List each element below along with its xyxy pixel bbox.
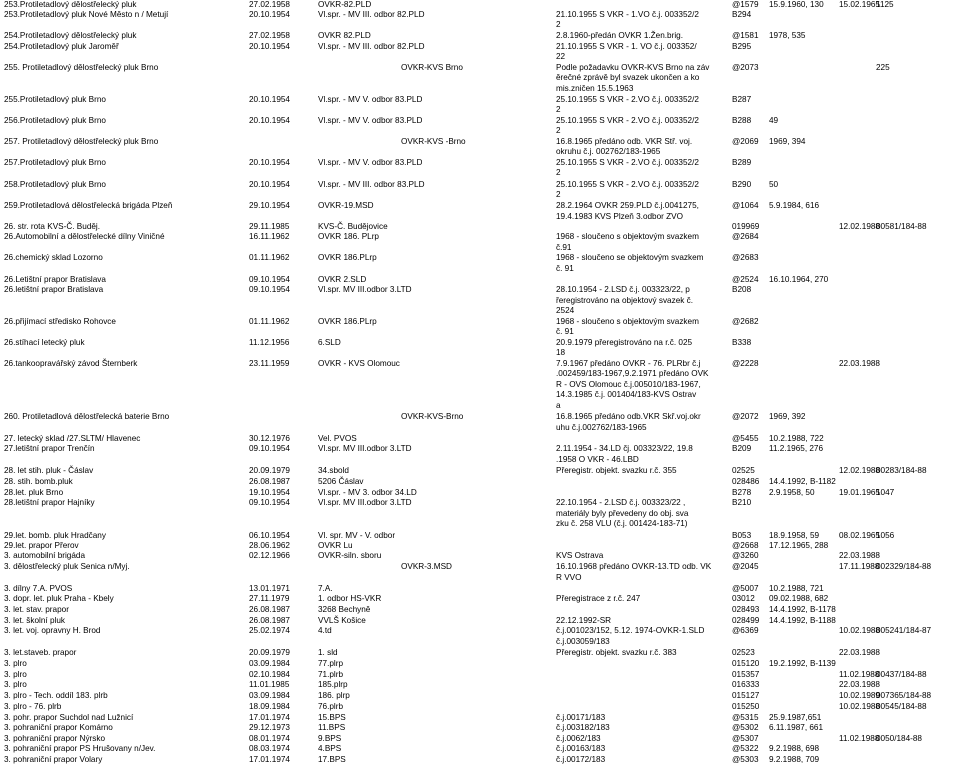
cell-origin: 6.SLD bbox=[318, 338, 341, 347]
cell-origin: 77.plrp bbox=[318, 659, 344, 668]
cell-close-date: 17.11.1988 bbox=[839, 562, 880, 571]
cell-note: č. 91 bbox=[556, 327, 574, 336]
cell-origin: OVKR 2.SLD bbox=[318, 275, 367, 284]
cell-note: 2.11.1954 - 34.LD čj. 003323/22, 19.8 bbox=[556, 444, 693, 453]
cell-file-id: B289 bbox=[732, 158, 752, 167]
cell-archive-ref: 19.2.1992, B-1139 bbox=[769, 659, 836, 668]
cell-closing-ref: 005241/184-87 bbox=[876, 626, 932, 635]
cell-file-id: @2073 bbox=[732, 63, 759, 72]
cell-unit-name: 255.Protiletadlový pluk Brno bbox=[4, 95, 106, 104]
cell-unit-name: 257.Protiletadlový pluk Brno bbox=[4, 158, 106, 167]
cell-origin: 186. plrp bbox=[318, 691, 350, 700]
cell-file-id: @2682 bbox=[732, 317, 759, 326]
cell-file-id: B278 bbox=[732, 488, 752, 497]
cell-note: č.j.00171/183 bbox=[556, 713, 606, 722]
cell-unit-name: 26. str. rota KVS-Č. Buděj. bbox=[4, 222, 101, 231]
cell-note: mis.zničen 15.5.1963 bbox=[556, 84, 634, 93]
cell-closing-ref: 00545/184-88 bbox=[876, 702, 927, 711]
cell-created-date: 29.11.1985 bbox=[249, 222, 290, 231]
cell-close-date: 15.02.1965 bbox=[839, 0, 880, 9]
cell-note: 28.2.1964 OVKR 259.PLD č.j.0041275, bbox=[556, 201, 699, 210]
cell-closing-ref: 1125 bbox=[876, 0, 894, 9]
cell-unit-name: 3. pohraniční prapor Komárno bbox=[4, 723, 113, 732]
cell-note: zku č. 258 VLU (č.j. 001424-183-71) bbox=[556, 519, 688, 528]
cell-origin: 1. odbor HS-VKR bbox=[318, 594, 382, 603]
cell-unit-name: 254.Protiletadlový dělostřelecký pluk bbox=[4, 31, 137, 40]
cell-unit-name: 28. stih. bomb.pluk bbox=[4, 477, 73, 486]
cell-file-id: @3260 bbox=[732, 551, 759, 560]
cell-created-date: 30.12.1976 bbox=[249, 434, 290, 443]
cell-file-id: @5303 bbox=[732, 755, 759, 764]
cell-file-id: B290 bbox=[732, 180, 752, 189]
cell-file-id: 016333 bbox=[732, 680, 760, 689]
cell-created-date: 13.01.1971 bbox=[249, 584, 290, 593]
cell-archive-ref: 1978, 535 bbox=[769, 31, 806, 40]
cell-origin: VVLŠ Košice bbox=[318, 616, 366, 625]
cell-note: č.j.001023/152, 5.12. 1974-OVKR-1.SLD bbox=[556, 626, 705, 635]
cell-origin: KVS-Č. Budějovice bbox=[318, 222, 388, 231]
cell-close-date: 11.02.1988 bbox=[839, 734, 880, 743]
cell-archive-ref: 1969, 392 bbox=[769, 412, 806, 421]
cell-archive-ref: 09.02.1988, 682 bbox=[769, 594, 829, 603]
cell-unit-name: 28.letištní prapor Hajníky bbox=[4, 498, 95, 507]
cell-created-date: 11.12.1956 bbox=[249, 338, 290, 347]
cell-file-id: B288 bbox=[732, 116, 752, 125]
cell-unit-name: 257. Protiletadlový dělostřelecký pluk Brno bbox=[4, 137, 159, 146]
cell-created-date: 18.09.1984 bbox=[249, 702, 290, 711]
cell-note: 2 bbox=[556, 20, 561, 29]
cell-note: 2 bbox=[556, 105, 561, 114]
cell-close-date: 10.02.1988 bbox=[839, 702, 880, 711]
cell-note: 25.10.1955 S VKR - 2.VO č.j. 003352/2 bbox=[556, 158, 699, 167]
cell-created-date: 03.09.1984 bbox=[249, 659, 290, 668]
cell-file-id: 02525 bbox=[732, 466, 755, 475]
cell-file-id: B209 bbox=[732, 444, 752, 453]
cell-archive-ref: 6.11.1987, 661 bbox=[769, 723, 824, 732]
cell-created-date: 17.01.1974 bbox=[249, 755, 290, 764]
cell-unit-name: 3. dílny 7.A. PVOS bbox=[4, 584, 73, 593]
cell-note: řeregistrováno na objektový svazek č. bbox=[556, 296, 693, 305]
cell-file-id: B295 bbox=[732, 42, 752, 51]
cell-origin: 3268 Bechyně bbox=[318, 605, 371, 614]
cell-note: a bbox=[556, 401, 561, 410]
cell-note: R - OVS Olomouc č.j.005010/183-1967, bbox=[556, 380, 701, 389]
cell-created-date: 16.11.1962 bbox=[249, 232, 290, 241]
cell-note: 16.10.1968 předáno OVKR-13.TD odb. VK bbox=[556, 562, 712, 571]
cell-closing-ref: 00283/184-88 bbox=[876, 466, 927, 475]
cell-unit-name: 3. pohr. prapor Suchdol nad Lužnicí bbox=[4, 713, 134, 722]
cell-note: 2.8.1960-předán OVKR 1.Žen.brig. bbox=[556, 31, 683, 40]
cell-note: č.j.003059/183 bbox=[556, 637, 610, 646]
cell-unit-name: 3. let.staveb. prapor bbox=[4, 648, 77, 657]
cell-origin-alt: OVKR-KVS Brno bbox=[401, 63, 463, 72]
cell-origin: Vl.spr. MV III.odbor 3.LTD bbox=[318, 285, 412, 294]
cell-note: 22.10.1954 - 2.LSD č.j. 003323/22 , bbox=[556, 498, 686, 507]
cell-note: 2 bbox=[556, 126, 561, 135]
cell-origin: Vl.spr. - MV III. odbor 83.PLD bbox=[318, 180, 425, 189]
cell-note: č.j.00163/183 bbox=[556, 744, 606, 753]
cell-origin: OVKR-82.PLD bbox=[318, 0, 372, 9]
cell-unit-name: 255. Protiletadlový dělostřelecký pluk Brno bbox=[4, 63, 159, 72]
cell-file-id: 015357 bbox=[732, 670, 760, 679]
cell-unit-name: 26.stíhací letecký pluk bbox=[4, 338, 85, 347]
cell-origin: Vl.spr. - MV 3. odbor 34.LD bbox=[318, 488, 417, 497]
cell-unit-name: 3. automobilní brigáda bbox=[4, 551, 86, 560]
cell-origin: 17.BPS bbox=[318, 755, 346, 764]
cell-created-date: 23.11.1959 bbox=[249, 359, 290, 368]
cell-origin: 11.BPS bbox=[318, 723, 346, 732]
cell-file-id: 03012 bbox=[732, 594, 755, 603]
cell-closing-ref: 0050/184-88 bbox=[876, 734, 922, 743]
cell-created-date: 01.11.1962 bbox=[249, 253, 290, 262]
cell-unit-name: 3. pohraniční prapor Nýrsko bbox=[4, 734, 106, 743]
cell-origin: OVKR 186.PLrp bbox=[318, 253, 377, 262]
cell-unit-name: 26.Automobilní a dělostřelecké dílny Viničné bbox=[4, 232, 165, 241]
cell-origin: Vl.spr. MV III.odbor 3.LTD bbox=[318, 498, 412, 507]
cell-origin: 34.sbold bbox=[318, 466, 349, 475]
cell-archive-ref: 17.12.1965, 288 bbox=[769, 541, 829, 550]
cell-file-id: @5315 bbox=[732, 713, 759, 722]
cell-file-id: @5307 bbox=[732, 734, 759, 743]
cell-file-id: 028499 bbox=[732, 616, 760, 625]
cell-archive-ref: 11.2.1965, 276 bbox=[769, 444, 824, 453]
cell-unit-name: 28.let. pluk Brno bbox=[4, 488, 64, 497]
cell-archive-ref: 18.9.1958, 59 bbox=[769, 531, 820, 540]
cell-unit-name: 3. let. voj. opravny H. Brod bbox=[4, 626, 101, 635]
cell-file-id: @1581 bbox=[732, 31, 759, 40]
cell-file-id: B287 bbox=[732, 95, 752, 104]
cell-close-date: 12.02.1988 bbox=[839, 466, 880, 475]
cell-closing-ref: 00437/184-88 bbox=[876, 670, 927, 679]
cell-file-id: 015127 bbox=[732, 691, 760, 700]
cell-file-id: @2524 bbox=[732, 275, 759, 284]
cell-archive-ref: 9.2.1988, 709 bbox=[769, 755, 820, 764]
cell-created-date: 17.01.1974 bbox=[249, 713, 290, 722]
cell-created-date: 20.10.1954 bbox=[249, 10, 290, 19]
cell-origin: 15.BPS bbox=[318, 713, 346, 722]
cell-created-date: 06.10.1954 bbox=[249, 531, 290, 540]
cell-unit-name: 27. letecký sklad /27.SLTM/ Hlavenec bbox=[4, 434, 141, 443]
cell-file-id: @5007 bbox=[732, 584, 759, 593]
cell-unit-name: 29.let. prapor Přerov bbox=[4, 541, 79, 550]
cell-closing-ref: 1056 bbox=[876, 531, 895, 540]
cell-note: 1968 - sloučeno s objektovým svazkem bbox=[556, 317, 699, 326]
cell-unit-name: 26.Letištní prapor Bratislava bbox=[4, 275, 106, 284]
cell-archive-ref: 14.4.1992, B-1188 bbox=[769, 616, 836, 625]
cell-file-id: B210 bbox=[732, 498, 752, 507]
cell-file-id: @2684 bbox=[732, 232, 759, 241]
cell-unit-name: 3. plro bbox=[4, 680, 27, 689]
cell-created-date: 20.09.1979 bbox=[249, 648, 290, 657]
cell-note: č. 91 bbox=[556, 264, 574, 273]
cell-note: .002459/183-1967,9.2.1971 předáno OVK bbox=[556, 369, 709, 378]
cell-close-date: 22.03.1988 bbox=[839, 648, 880, 657]
cell-close-date: 22.03.1988 bbox=[839, 359, 880, 368]
cell-created-date: 19.10.1954 bbox=[249, 488, 290, 497]
cell-archive-ref: 5.9.1984, 616 bbox=[769, 201, 820, 210]
cell-origin: 9.BPS bbox=[318, 734, 342, 743]
cell-closing-ref: 007365/184-88 bbox=[876, 691, 932, 700]
cell-archive-ref: 1969, 394 bbox=[769, 137, 806, 146]
cell-archive-ref: 9.2.1988, 698 bbox=[769, 744, 820, 753]
cell-archive-ref: 25.9.1987,651 bbox=[769, 713, 822, 722]
cell-origin-alt: OVKR-KVS -Brno bbox=[401, 137, 466, 146]
cell-archive-ref: 10.2.1988, 722 bbox=[769, 434, 824, 443]
cell-note: 14.3.1985 č.j. 001404/183-KVS Ostrav bbox=[556, 390, 697, 399]
cell-archive-ref: 2.9.1958, 50 bbox=[769, 488, 815, 497]
cell-file-id: @1579 bbox=[732, 0, 759, 9]
cell-origin: Vl.spr. - MV V. odbor 83.PLD bbox=[318, 116, 423, 125]
cell-archive-ref: 14.4.1992, B-1178 bbox=[769, 605, 836, 614]
cell-file-id: B053 bbox=[732, 531, 752, 540]
cell-unit-name: 26.přijímací středisko Rohovce bbox=[4, 317, 116, 326]
cell-origin: Vel. PVOS bbox=[318, 434, 357, 443]
cell-created-date: 08.01.1974 bbox=[249, 734, 290, 743]
cell-origin: OVKR Lu bbox=[318, 541, 353, 550]
cell-file-id: @2072 bbox=[732, 412, 759, 421]
cell-unit-name: 3. let. školní pluk bbox=[4, 616, 65, 625]
cell-close-date: 10.02.1988 bbox=[839, 626, 880, 635]
cell-origin: Vl.spr. - MV V. odbor 83.PLD bbox=[318, 158, 423, 167]
cell-origin: 4.td bbox=[318, 626, 332, 635]
cell-note: č.j.003182/183 bbox=[556, 723, 610, 732]
cell-origin: 185.plrp bbox=[318, 680, 348, 689]
cell-origin: 76.plrb bbox=[318, 702, 344, 711]
cell-note: 18 bbox=[556, 348, 566, 357]
cell-origin-alt: OVKR-KVS-Brno bbox=[401, 412, 464, 421]
cell-close-date: 12.02.1988 bbox=[839, 222, 880, 231]
cell-unit-name: 3. dopr. let. pluk Praha - Kbely bbox=[4, 594, 114, 603]
cell-file-id: 028486 bbox=[732, 477, 760, 486]
cell-file-id: @2683 bbox=[732, 253, 759, 262]
cell-unit-name: 3. let. stav. prapor bbox=[4, 605, 69, 614]
cell-close-date: 11.02.1988 bbox=[839, 670, 880, 679]
cell-origin: 5206 Čáslav bbox=[318, 477, 364, 486]
cell-unit-name: 3. dělostřelecký pluk Senica n/Myj. bbox=[4, 562, 130, 571]
cell-created-date: 29.12.1973 bbox=[249, 723, 290, 732]
cell-file-id: @5302 bbox=[732, 723, 759, 732]
cell-created-date: 20.10.1954 bbox=[249, 158, 290, 167]
cell-close-date: 19.01.1965 bbox=[839, 488, 880, 497]
cell-closing-ref: 225 bbox=[876, 63, 890, 72]
cell-file-id: @2069 bbox=[732, 137, 759, 146]
cell-note: 1968 - sloučeno se objektovým svazkem bbox=[556, 253, 704, 262]
cell-closing-ref: 1047 bbox=[876, 488, 895, 497]
cell-closing-ref: 002329/184-88 bbox=[876, 562, 932, 571]
cell-created-date: 11.01.1985 bbox=[249, 680, 290, 689]
cell-archive-ref: 16.10.1964, 270 bbox=[769, 275, 829, 284]
cell-file-id: 028493 bbox=[732, 605, 760, 614]
cell-file-id: @6369 bbox=[732, 626, 759, 635]
cell-created-date: 20.09.1979 bbox=[249, 466, 290, 475]
cell-created-date: 02.10.1984 bbox=[249, 670, 290, 679]
cell-note: Přeregistr. objekt. svazku r.č. 383 bbox=[556, 648, 677, 657]
cell-created-date: 25.02.1974 bbox=[249, 626, 290, 635]
cell-file-id: 015120 bbox=[732, 659, 760, 668]
cell-file-id: @2228 bbox=[732, 359, 759, 368]
cell-unit-name: 260. Protiletadlová dělostřelecká baterie Brno bbox=[4, 412, 170, 421]
cell-unit-name: 259.Protiletadlová dělostřelecká brigáda Plzeň bbox=[4, 201, 173, 210]
cell-created-date: 26.08.1987 bbox=[249, 477, 290, 486]
cell-note: č.91 bbox=[556, 243, 572, 252]
cell-note: KVS Ostrava bbox=[556, 551, 604, 560]
cell-origin: Vl.spr. - MV V. odbor 83.PLD bbox=[318, 95, 423, 104]
cell-unit-name: 256.Protiletadlový pluk Brno bbox=[4, 116, 106, 125]
cell-note: Podle požadavku OVKR-KVS Brno na záv bbox=[556, 63, 710, 72]
cell-file-id: 019969 bbox=[732, 222, 760, 231]
cell-origin: Vl.spr. MV III.odbor 3.LTD bbox=[318, 444, 412, 453]
cell-unit-name: 3. pohraniční prapor PS Hrušovany n/Jev. bbox=[4, 744, 156, 753]
cell-unit-name: 258.Protiletadlový pluk Brno bbox=[4, 180, 106, 189]
cell-origin: OVKR 186. PLrp bbox=[318, 232, 379, 241]
cell-origin: Vl. spr. MV - V. odbor bbox=[318, 531, 396, 540]
cell-unit-name: 29.let. bomb. pluk Hradčany bbox=[4, 531, 106, 540]
cell-created-date: 26.08.1987 bbox=[249, 605, 290, 614]
cell-unit-name: 26.tankoopravářský závod Šternberk bbox=[4, 359, 138, 368]
cell-origin: OVKR - KVS Olomouc bbox=[318, 359, 400, 368]
cell-note: 21.10.1955 S VKR - 1. VO č.j. 003352/ bbox=[556, 42, 697, 51]
cell-created-date: 09.10.1954 bbox=[249, 444, 290, 453]
cell-unit-name: 3. pohraniční prapor Volary bbox=[4, 755, 103, 764]
cell-note: 28.10.1954 - 2.LSD č.j. 003323/22, p bbox=[556, 285, 690, 294]
cell-origin: 71.plrb bbox=[318, 670, 344, 679]
cell-origin: OVKR 82.PLD bbox=[318, 31, 371, 40]
cell-unit-name: 26.letištní prapor Bratislava bbox=[4, 285, 104, 294]
cell-file-id: @2668 bbox=[732, 541, 759, 550]
cell-created-date: 20.10.1954 bbox=[249, 95, 290, 104]
cell-file-id: @5322 bbox=[732, 744, 759, 753]
cell-archive-ref: 14.4.1992, B-1182 bbox=[769, 477, 836, 486]
cell-archive-ref: 10.2.1988, 721 bbox=[769, 584, 824, 593]
cell-note: R VVO bbox=[556, 573, 582, 582]
cell-file-id: B338 bbox=[732, 338, 752, 347]
cell-note: č.j.00172/183 bbox=[556, 755, 606, 764]
cell-note: 25.10.1955 S VKR - 2.VO č.j. 003352/2 bbox=[556, 116, 699, 125]
cell-file-id: @1064 bbox=[732, 201, 759, 210]
cell-note: 16.8.1965 předáno odb.VKR Skř.voj.okr bbox=[556, 412, 701, 421]
cell-note: 16.8.1965 předáno odb. VKR Stř. voj. bbox=[556, 137, 693, 146]
cell-created-date: 20.10.1954 bbox=[249, 116, 290, 125]
cell-created-date: 20.10.1954 bbox=[249, 180, 290, 189]
cell-archive-ref: 50 bbox=[769, 180, 779, 189]
cell-unit-name: 254.Protiletadlový pluk Jaroměř bbox=[4, 42, 119, 51]
cell-file-id: @5455 bbox=[732, 434, 759, 443]
cell-note: 7.9.1967 předáno OVKR - 76. PLRbr č.j bbox=[556, 359, 701, 368]
cell-note: 22.12.1992-SR bbox=[556, 616, 612, 625]
cell-close-date: 10.02.1989 bbox=[839, 691, 880, 700]
cell-created-date: 28.06.1962 bbox=[249, 541, 290, 550]
cell-note: materiály byly převedeny do obj. sva bbox=[556, 509, 689, 518]
cell-created-date: 27.02.1958 bbox=[249, 0, 290, 9]
cell-file-id: @2045 bbox=[732, 562, 759, 571]
cell-created-date: 03.09.1984 bbox=[249, 691, 290, 700]
cell-note: 19.4.1983 KVS Plzeň 3.odbor ZVO bbox=[556, 212, 683, 221]
cell-unit-name: 253.Protiletadlový pluk Nové Město n / Metují bbox=[4, 10, 169, 19]
cell-note: 25.10.1955 S VKR - 2.VO č.j. 003352/2 bbox=[556, 180, 699, 189]
cell-created-date: 20.10.1954 bbox=[249, 42, 290, 51]
cell-created-date: 02.12.1966 bbox=[249, 551, 290, 560]
cell-created-date: 01.11.1962 bbox=[249, 317, 290, 326]
cell-origin: 1. sld bbox=[318, 648, 338, 657]
cell-note: 21.10.1955 S VKR - 1.VO č.j. 003352/2 bbox=[556, 10, 699, 19]
cell-created-date: 27.02.1958 bbox=[249, 31, 290, 40]
cell-origin-alt: OVKR-3.MSD bbox=[401, 562, 452, 571]
cell-close-date: 08.02.1965 bbox=[839, 531, 880, 540]
cell-close-date: 22.03.1988 bbox=[839, 551, 880, 560]
cell-created-date: 08.03.1974 bbox=[249, 744, 290, 753]
cell-unit-name: 26.chemický sklad Lozorno bbox=[4, 253, 103, 262]
cell-unit-name: 3. plro bbox=[4, 659, 27, 668]
cell-origin: OVKR-siln. sboru bbox=[318, 551, 382, 560]
cell-note: Přeregistrace z r.č. 247 bbox=[556, 594, 641, 603]
cell-created-date: 09.10.1954 bbox=[249, 498, 290, 507]
cell-unit-name: 253.Protiletadlový dělostřelecký pluk bbox=[4, 0, 137, 9]
cell-note: ěrečné zprávě byl svazek ukončen a ko bbox=[556, 73, 700, 82]
cell-origin: 7.A. bbox=[318, 584, 333, 593]
cell-note: 2524 bbox=[556, 306, 575, 315]
cell-archive-ref: 15.9.1960, 130 bbox=[769, 0, 824, 9]
cell-file-id: B208 bbox=[732, 285, 752, 294]
cell-created-date: 29.10.1954 bbox=[249, 201, 290, 210]
cell-origin: Vl.spr. - MV III. odbor 82.PLD bbox=[318, 42, 425, 51]
cell-unit-name: 28. let stih. pluk - Čáslav bbox=[4, 466, 94, 475]
cell-origin: OVKR-19.MSD bbox=[318, 201, 374, 210]
cell-unit-name: 3. plro - 76. plrb bbox=[4, 702, 62, 711]
cell-note: Přeregistr. objekt. svazku r.č. 355 bbox=[556, 466, 677, 475]
cell-note: uhu č.j.002762/183-1965 bbox=[556, 423, 647, 432]
cell-unit-name: 3. plro - Tech. oddíl 183. plrb bbox=[4, 691, 108, 700]
cell-origin: OVKR 186.PLrp bbox=[318, 317, 377, 326]
cell-note: 1968 - sloučeno s objektovým svazkem bbox=[556, 232, 699, 241]
cell-note: 25.10.1955 S VKR - 2.VO č.j. 003352/2 bbox=[556, 95, 699, 104]
cell-file-id: 015250 bbox=[732, 702, 760, 711]
cell-origin: 4.BPS bbox=[318, 744, 342, 753]
cell-file-id: 02523 bbox=[732, 648, 755, 657]
cell-note: 20.9.1979 přeregistrováno na r.č. 025 bbox=[556, 338, 693, 347]
cell-created-date: 09.10.1954 bbox=[249, 275, 290, 284]
cell-note: č.j.0062/183 bbox=[556, 734, 601, 743]
cell-created-date: 26.08.1987 bbox=[249, 616, 290, 625]
cell-created-date: 27.11.1979 bbox=[249, 594, 290, 603]
cell-note: .1958 O VKR - 46.LBD bbox=[556, 455, 639, 464]
cell-created-date: 09.10.1954 bbox=[249, 285, 290, 294]
cell-archive-ref: 49 bbox=[769, 116, 779, 125]
cell-file-id: B294 bbox=[732, 10, 752, 19]
cell-note: 2 bbox=[556, 168, 561, 177]
cell-note: okruhu č.j. 002762/183-1965 bbox=[556, 147, 661, 156]
cell-note: 2 bbox=[556, 190, 561, 199]
cell-close-date: 22.03.1988 bbox=[839, 680, 880, 689]
cell-note: 22 bbox=[556, 52, 566, 61]
cell-origin: Vl.spr. - MV III. odbor 82.PLD bbox=[318, 10, 425, 19]
cell-unit-name: 3. plro bbox=[4, 670, 27, 679]
cell-closing-ref: 00581/184-88 bbox=[876, 222, 927, 231]
cell-unit-name: 27.letištní prapor Trenčín bbox=[4, 444, 95, 453]
